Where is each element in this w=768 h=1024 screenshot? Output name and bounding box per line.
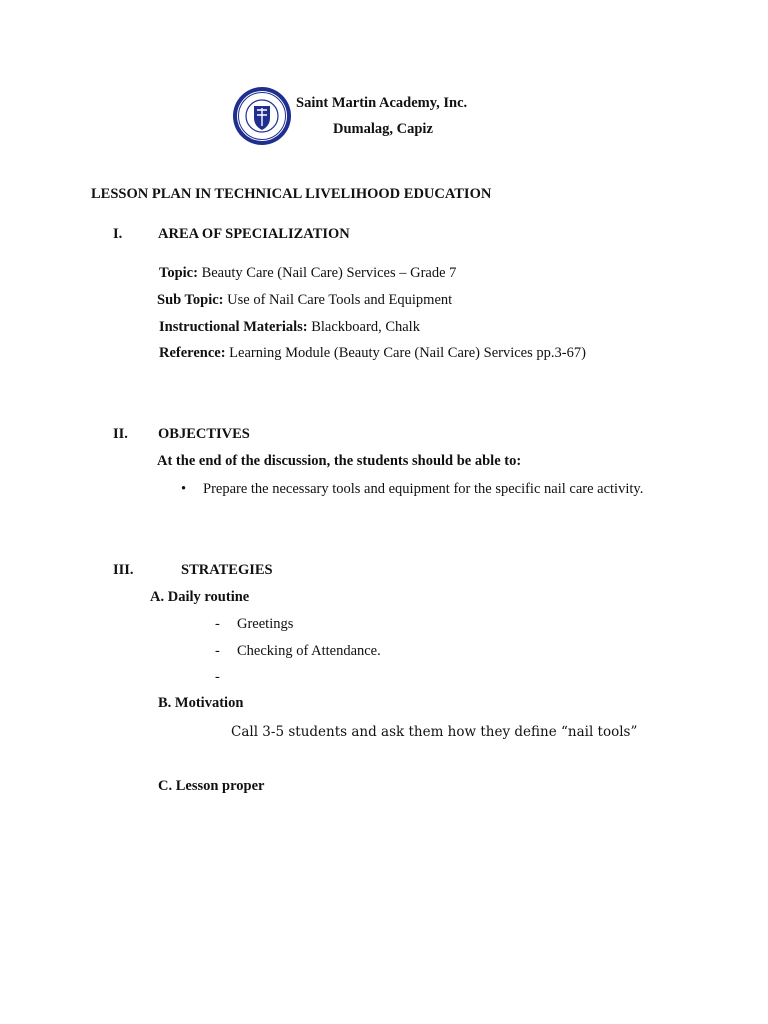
topic-value: Beauty Care (Nail Care) Services – Grade 7 xyxy=(201,265,457,281)
subtopic-label: Sub Topic: xyxy=(157,292,224,308)
topic-label: Topic: xyxy=(159,265,198,281)
section-2-numeral: II. xyxy=(113,426,128,442)
school-location: Dumalag, Capiz xyxy=(333,121,433,137)
document-title: LESSON PLAN IN TECHNICAL LIVELIHOOD EDUCATION xyxy=(91,186,492,202)
lesson-proper-heading: C. Lesson proper xyxy=(158,778,265,794)
routine-dash-1: - xyxy=(215,616,220,632)
reference-label: Reference: xyxy=(159,345,226,361)
svg-text:✦: ✦ xyxy=(260,92,264,97)
objective-item: Prepare the necessary tools and equipment for the specific nail care activity. xyxy=(203,481,644,497)
objective-bullet: • xyxy=(181,481,187,497)
motivation-text: Call 3-5 students and ask them how they define “nail tools” xyxy=(231,724,638,740)
section-2-heading: OBJECTIVES xyxy=(158,426,250,442)
section-1-numeral: I. xyxy=(113,226,123,242)
section-1-heading: AREA OF SPECIALIZATION xyxy=(158,226,350,242)
routine-dash-3: - xyxy=(215,669,220,685)
routine-dash-2: - xyxy=(215,643,220,659)
topic-line xyxy=(159,265,456,282)
materials-value: Blackboard, Chalk xyxy=(311,319,420,335)
school-seal-icon xyxy=(232,86,292,146)
reference-value: Learning Module (Beauty Care (Nail Care) Services pp.3-67) xyxy=(229,345,586,361)
subtopic-value: Use of Nail Care Tools and Equipment xyxy=(227,292,453,308)
subtopic-line xyxy=(157,292,452,309)
daily-routine-heading: A. Daily routine xyxy=(150,589,250,605)
motivation-heading: B. Motivation xyxy=(158,695,244,711)
section-3-heading: STRATEGIES xyxy=(181,562,273,578)
routine-item-attendance: Checking of Attendance. xyxy=(237,643,381,659)
section-3-numeral: III. xyxy=(113,562,134,578)
materials-line xyxy=(159,319,420,336)
routine-item-greetings: Greetings xyxy=(237,616,294,632)
school-seal xyxy=(232,86,292,146)
reference-line xyxy=(159,345,586,362)
school-name: Saint Martin Academy, Inc. xyxy=(296,95,468,111)
objectives-intro: At the end of the discussion, the students should be able to: xyxy=(157,453,522,469)
materials-label: Instructional Materials: xyxy=(159,319,308,335)
